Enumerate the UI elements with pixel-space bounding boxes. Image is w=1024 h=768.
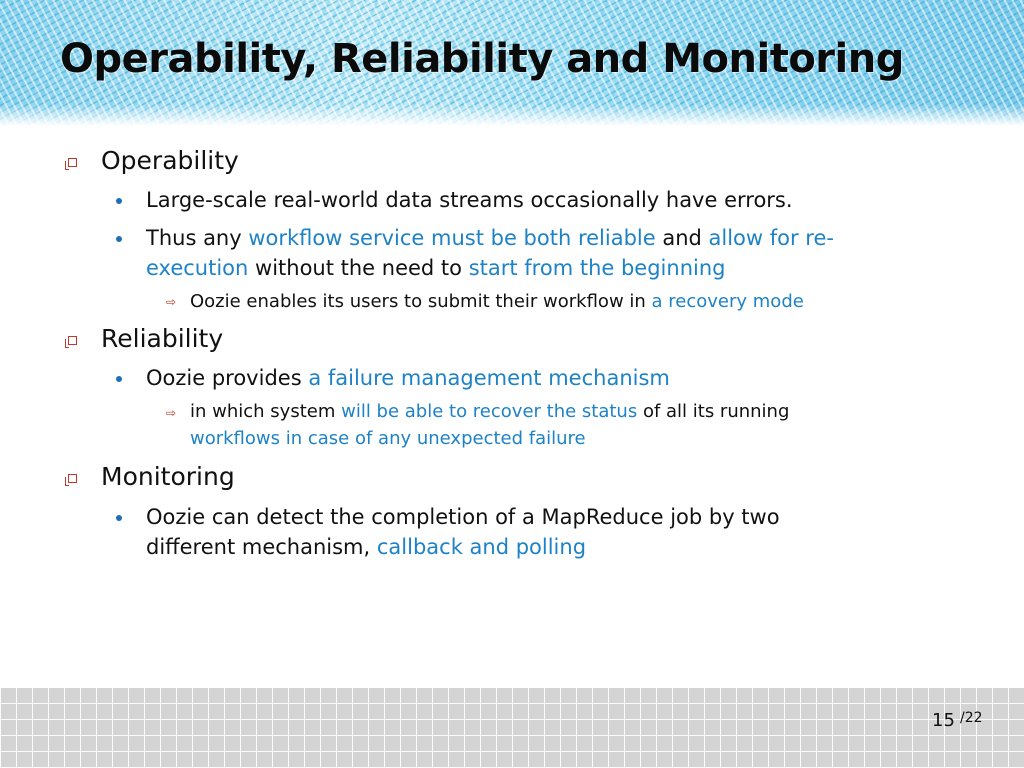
bullet-text: Large-scale real-world data streams occasionally have errors. (146, 188, 793, 212)
sub-bullet-item (190, 398, 789, 425)
bullet-item (146, 185, 793, 215)
sub-bullet-item (190, 288, 804, 315)
footer-grid (0, 688, 1024, 768)
highlight-text: callback and polling (376, 535, 587, 559)
highlight-text: a failure management mechanism (308, 366, 670, 390)
highlight-text: execution (146, 256, 249, 280)
dot-bullet-icon (116, 198, 122, 204)
bullet-text: Oozie provides (146, 366, 309, 390)
bullet-text: and (655, 226, 709, 250)
square-bullet-icon (68, 474, 77, 483)
square-bullet-icon (68, 158, 77, 167)
section-heading-operability: Operability (101, 146, 239, 175)
highlight-text: start from the beginning (468, 256, 726, 280)
sub-bullet-item-continuation (190, 425, 586, 452)
sub-bullet-text: in which system (190, 401, 342, 422)
highlight-text: workflows in case of any unexpected failure (190, 428, 586, 449)
sub-bullet-text: Oozie enables its users to submit their workflow in (190, 291, 652, 312)
dot-bullet-icon (116, 236, 122, 242)
slide-title: Operability, Reliability and Monitoring (60, 36, 904, 82)
highlight-text: a recovery mode (651, 291, 804, 312)
bullet-text: different mechanism, (146, 535, 377, 559)
page-total: /22 (960, 710, 983, 726)
dot-bullet-icon (116, 515, 122, 521)
arrow-bullet-icon: ⇨ (166, 295, 177, 309)
highlight-text: workflow service must be both reliable (248, 226, 656, 250)
page-number: 15 (932, 710, 955, 731)
dot-bullet-icon (116, 376, 122, 382)
bullet-item (146, 223, 834, 253)
section-heading-reliability: Reliability (101, 324, 224, 353)
bullet-item-continuation (146, 253, 725, 283)
bullet-item (146, 502, 780, 532)
section-heading-monitoring: Monitoring (101, 462, 235, 491)
bullet-text: Oozie can detect the completion of a MapReduce job by two (146, 505, 780, 529)
arrow-bullet-icon: ⇨ (166, 406, 177, 420)
square-bullet-icon (68, 336, 77, 345)
bullet-item-continuation (146, 532, 586, 562)
highlight-text: allow for re- (708, 226, 834, 250)
sub-bullet-text: of all its running (637, 401, 790, 422)
bullet-text: Thus any (146, 226, 249, 250)
bullet-item (146, 363, 670, 393)
bullet-text: without the need to (248, 256, 469, 280)
highlight-text: will be able to recover the status (341, 401, 638, 422)
